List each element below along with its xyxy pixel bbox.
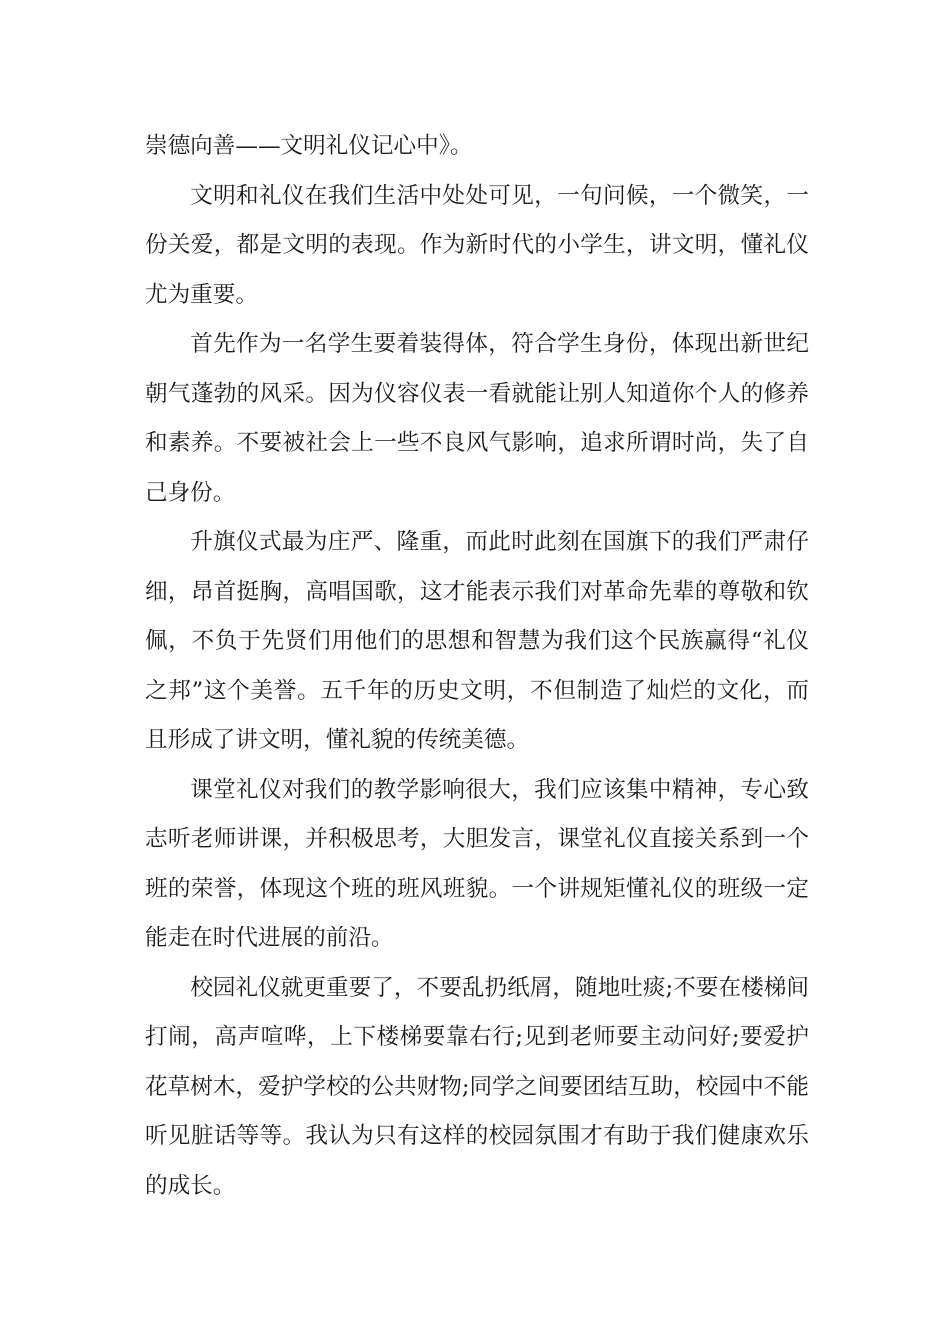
paragraph-4: 升旗仪式最为庄严、隆重，而此时此刻在国旗下的我们严肃仔细，昂首挺胸，高唱国歌，这才能表示我们对革命先辈的尊敬和钦佩，不负于先贤们用他们的思想和智慧为我们这个民族赢得“礼仪之邦”这个美誉。五千年的历史文明，不但制造了灿烂的文化，而且形成了讲文明，懂礼貌的传统美德。 <box>145 529 809 753</box>
paragraph-3: 首先作为一名学生要着装得体，符合学生身份，体现出新世纪朝气蓬勃的风采。因为仪容仪表一看就能让别人知道你个人的修养和素养。不要被社会上一些不良风气影响，追求所谓时尚，失了自己身份。 <box>145 331 809 506</box>
paragraph-1: 崇德向善——文明礼仪记心中》。 <box>145 133 473 159</box>
document-page <box>145 122 809 1211</box>
paragraph-5: 课堂礼仪对我们的教学影响很大，我们应该集中精神，专心致志听老师讲课，并积极思考，大胆发言，课堂礼仪直接关系到一个班的荣誉，体现这个班的班风班貌。一个讲规矩懂礼仪的班级一定能走在时代进展的前沿。 <box>145 776 809 951</box>
paragraph-2: 文明和礼仪在我们生活中处处可见，一句问候，一个微笑，一份关爱，都是文明的表现。作为新时代的小学生，讲文明，懂礼仪尤为重要。 <box>145 182 809 308</box>
paragraph-6: 校园礼仪就更重要了，不要乱扔纸屑，随地吐痰;不要在楼梯间打闹，高声喧哗，上下楼梯要靠右行;见到老师要主动问好;要爱护花草树木，爱护学校的公共财物;同学之间要团结互助，校园中不能听见脏话等等。我认为只有这样的校园氛围才有助于我们健康欢乐的成长。 <box>145 974 809 1199</box>
